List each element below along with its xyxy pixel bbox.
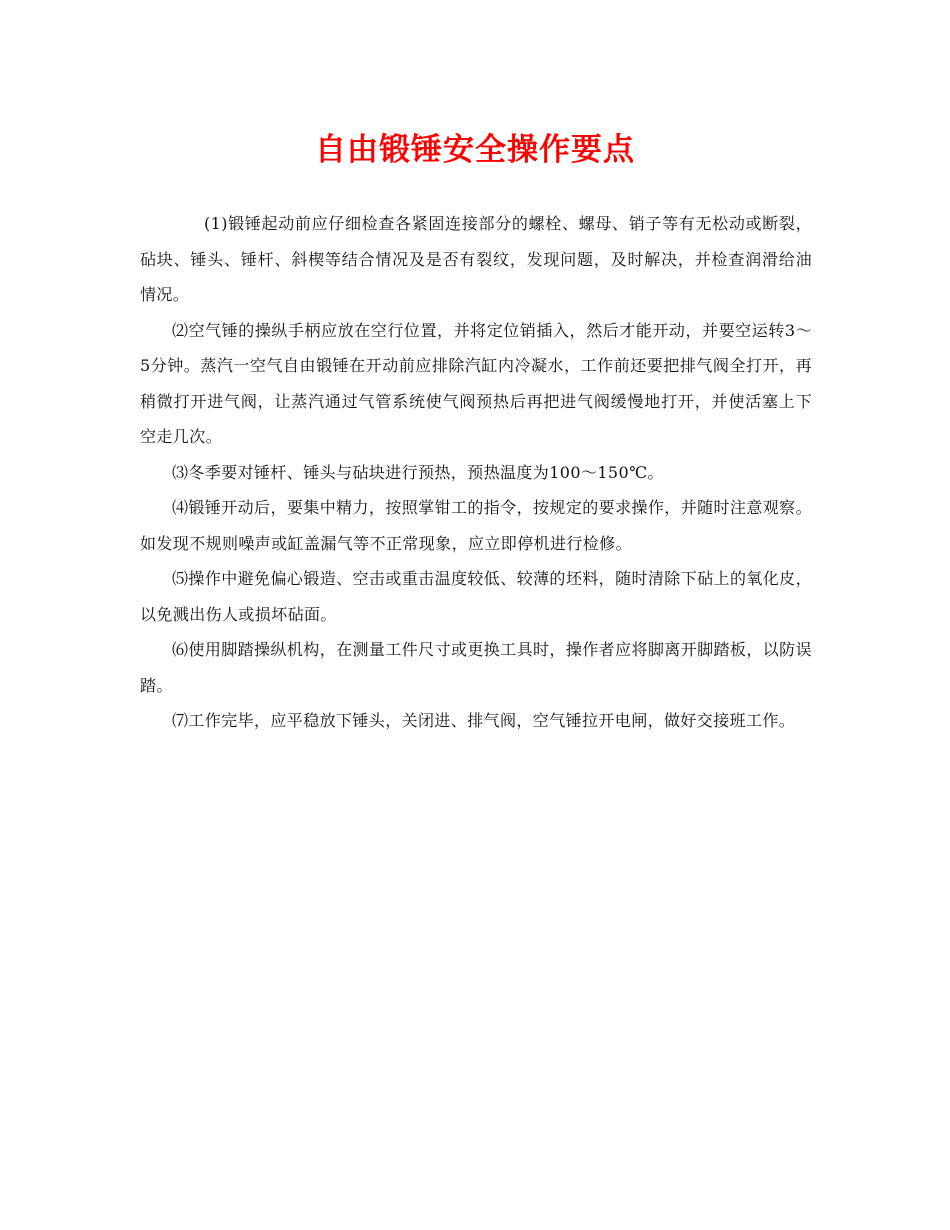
paragraph-4: ⑷锻锤开动后，要集中精力，按照掌钳工的指令，按规定的要求操作，并随时注意观察。如发现不规则噪声或缸盖漏气等不正常现象，应立即停机进行检修。 xyxy=(140,498,812,553)
paragraph-6: ⑹使用脚踏操纵机构，在测量工件尺寸或更换工具时，操作者应将脚离开脚踏板，以防误踏。 xyxy=(140,640,812,695)
paragraph-3: ⑶冬季要对锤杆、锤头与砧块进行预热，预热温度为100～150℃。 xyxy=(172,462,664,482)
paragraph-2: ⑵空气锤的操纵手柄应放在空行位置，并将定位销插入，然后才能开动，并要空运转3～5分钟。蒸汽一空气自由锻锤在开动前应排除汽缸内冷凝水，工作前还要把排气阀全打开，再稍微打开进气阀，让蒸汽通过气管系统使气阀预热后再把进气阀缓慢地打开，并使活塞上下空走几次。 xyxy=(140,320,812,446)
paragraph-1: (1)锻锤起动前应仔细检查各紧固连接部分的螺栓、螺母、销子等有无松动或断裂，砧块、锤头、锤杆、斜楔等结合情况及是否有裂纹，发现问题，及时解决，并检查润滑给油情况。 xyxy=(140,214,812,304)
paragraph-7: ⑺工作完毕，应平稳放下锤头，关闭进、排气阀，空气锤拉开电闸，做好交接班工作。 xyxy=(172,711,796,730)
paragraph-5: ⑸操作中避免偏心锻造、空击或重击温度较低、较薄的坯料，随时清除下砧上的氧化皮，以免溅出伤人或损坏砧面。 xyxy=(140,569,812,624)
document-title: 自由锻锤安全操作要点 xyxy=(315,132,635,168)
document-body xyxy=(140,206,812,739)
